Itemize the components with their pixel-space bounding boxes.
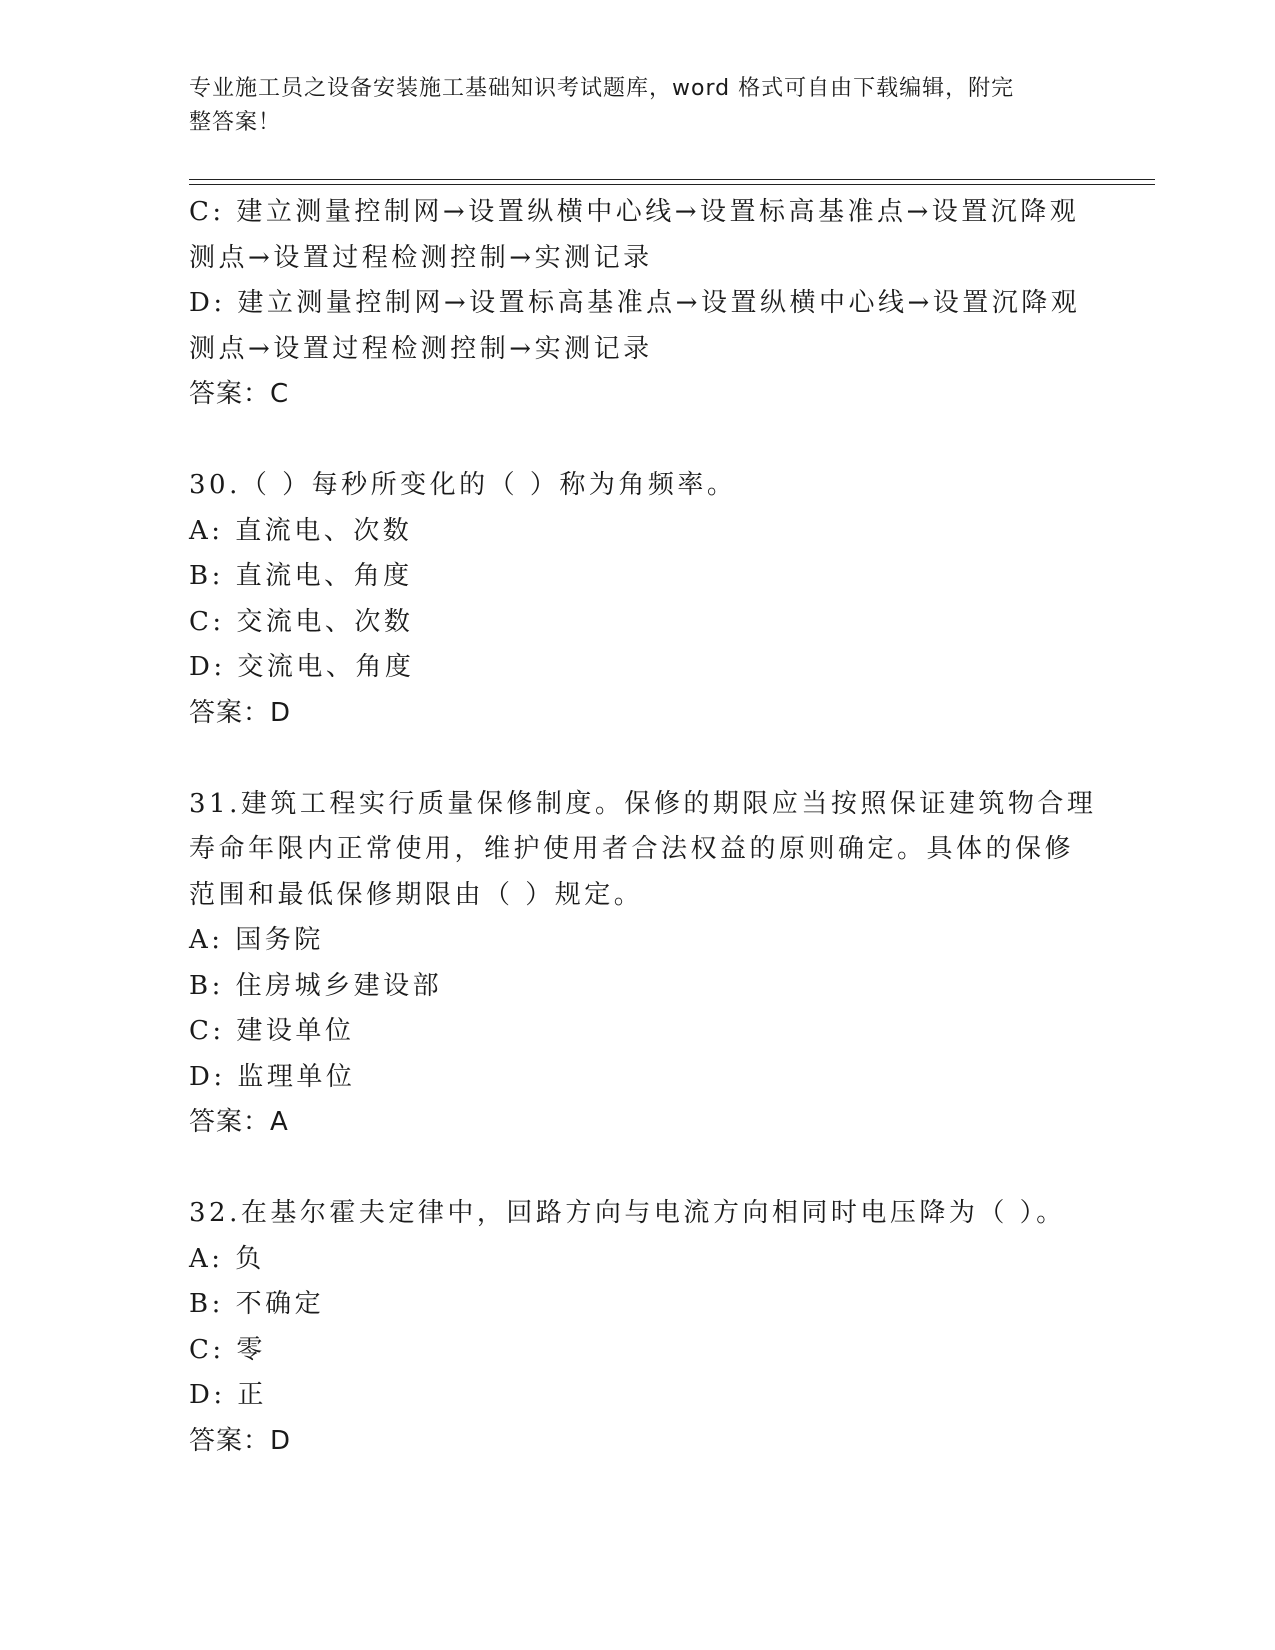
- header-divider-bottom: [189, 184, 1155, 185]
- question-stem: 寿命年限内正常使用，维护使用者合法权益的原则确定。具体的保修: [189, 834, 1075, 864]
- question-stem: 32.在基尔霍夫定律中，回路方向与电流方向相同时电压降为（ ）。: [189, 1198, 1066, 1228]
- option-c: C: 建设单位: [189, 1016, 355, 1046]
- question-stem: 30.（ ）每秒所变化的（ ）称为角频率。: [189, 470, 737, 500]
- question-32: [189, 1191, 1089, 1464]
- answer-label: 答案：C: [189, 379, 290, 409]
- option-b: B: 住房城乡建设部: [189, 970, 443, 1001]
- option-c-line-2: 测点→设置过程检测控制→实测记录: [189, 242, 653, 273]
- option-c: C: 零: [189, 1334, 266, 1365]
- option-a: A: 国务院: [189, 925, 324, 955]
- option-c-line-1: C: 建立测量控制网→设置纵横中心线→设置标高基准点→设置沉降观: [189, 197, 1080, 227]
- question-list: [189, 190, 1097, 1464]
- option-d-line-1: D: 建立测量控制网→设置标高基准点→设置纵横中心线→设置沉降观: [189, 288, 1081, 318]
- option-d: D: 交流电、角度: [189, 652, 415, 682]
- header-divider-top: [189, 179, 1155, 180]
- option-a: A: 负: [189, 1243, 265, 1274]
- option-c: C: 交流电、次数: [189, 606, 414, 637]
- header-line-2: 整答案！: [189, 110, 282, 135]
- answer-label: 答案：D: [189, 1425, 292, 1456]
- question-stem: 31.建筑工程实行质量保修制度。保修的期限应当按照保证建筑物合理: [189, 788, 1097, 819]
- answer-label: 答案：A: [189, 1107, 289, 1137]
- document-header: [189, 72, 1069, 140]
- question-stem: 范围和最低保修期限由（ ）规定。: [189, 879, 644, 910]
- previous-question-block: [189, 190, 1089, 418]
- option-b: B: 直流电、角度: [189, 561, 413, 591]
- option-d: D: 监理单位: [189, 1061, 356, 1092]
- option-d: D: 正: [189, 1380, 267, 1410]
- answer-label: 答案：D: [189, 697, 292, 728]
- question-31: [189, 782, 1097, 1146]
- header-line-1: 专业施工员之设备安装施工基础知识考试题库，word 格式可自由下载编辑，附完: [189, 76, 1015, 101]
- question-30: [189, 463, 1089, 736]
- option-a: A: 直流电、次数: [189, 515, 413, 546]
- option-d-line-2: 测点→设置过程检测控制→实测记录: [189, 333, 653, 364]
- option-b: B: 不确定: [189, 1289, 325, 1319]
